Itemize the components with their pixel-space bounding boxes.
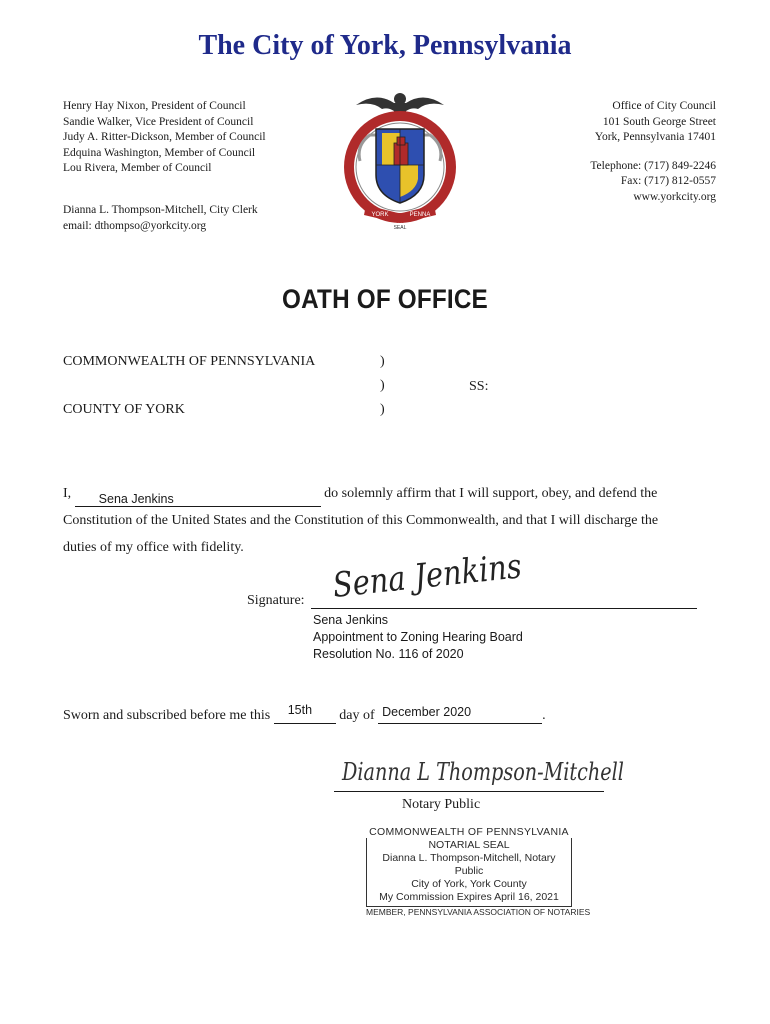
office-line: York, Pennsylvania 17401 xyxy=(594,131,716,143)
seal-line-6: MEMBER, PENNSYLVANIA ASSOCIATION OF NOTARIES xyxy=(366,907,591,917)
paren: ) xyxy=(380,402,385,417)
oath-name-field xyxy=(75,488,321,507)
website: www.yorkcity.org xyxy=(633,190,716,203)
notary-seal xyxy=(366,826,591,917)
fax: Fax: (717) 812-0557 xyxy=(620,175,716,187)
council-members xyxy=(63,99,266,177)
venue-state: COMMONWEALTH OF PENNSYLVANIA xyxy=(63,354,316,369)
notary-public-label: Notary Public xyxy=(402,797,481,812)
sworn-prefix: Sworn and subscribed before me this xyxy=(63,708,271,723)
clerk-email: email: dthompso@yorkcity.org xyxy=(63,219,207,232)
oath-line-2: Constitution of the United States and the Constitution of this Commonwealth, and that I will discharge the xyxy=(63,513,659,528)
office-line: Office of City Council xyxy=(612,100,716,112)
seal-text-right: PENNA xyxy=(409,212,431,218)
seal-text-bottom: SEAL xyxy=(393,225,407,231)
signer-appointment: Appointment to Zoning Hearing Board xyxy=(313,630,523,644)
sworn-line xyxy=(63,703,546,724)
sworn-month: December 2020 xyxy=(382,705,472,719)
oath-name: Sena Jenkins xyxy=(98,492,174,506)
oath-line-1: do solemnly affirm that I will support, obey, and defend the xyxy=(324,486,658,501)
notary-signature: Dianna L Thompson-Mitchell xyxy=(342,758,624,786)
seal-line-3: Dianna L. Thompson-Mitchell, Notary Public xyxy=(382,852,556,877)
sworn-mid: day of xyxy=(339,708,375,723)
city-seal-icon xyxy=(336,83,464,231)
council-member: Edquina Washington, Member of Council xyxy=(63,146,256,159)
council-member: Henry Hay Nixon, President of Council xyxy=(63,100,246,112)
telephone: Telephone: (717) 849-2246 xyxy=(590,159,716,172)
page-title: The City of York, Pennsylvania xyxy=(198,30,572,61)
seal-line-1: COMMONWEALTH OF PENNSYLVANIA xyxy=(369,826,569,838)
clerk-block xyxy=(63,203,258,234)
paren: ) xyxy=(380,378,385,393)
signer-resolution: Resolution No. 116 of 2020 xyxy=(313,647,464,661)
signature-label: Signature: xyxy=(247,593,305,608)
clerk-name: Dianna L. Thompson-Mitchell, City Clerk xyxy=(63,204,258,216)
council-member: Lou Rivera, Member of Council xyxy=(63,162,212,174)
council-member: Sandie Walker, Vice President of Council xyxy=(63,115,254,128)
sworn-day: 15th xyxy=(287,703,313,717)
signature-line xyxy=(311,608,697,609)
seal-text-left: YORK xyxy=(371,212,389,218)
paren: ) xyxy=(380,354,385,369)
oath-heading: OATH OF OFFICE xyxy=(282,284,488,314)
seal-line-2: NOTARIAL SEAL xyxy=(428,839,510,851)
signer-block xyxy=(313,612,523,663)
notary-signature-line xyxy=(334,791,604,792)
council-member: Judy A. Ritter-Dickson, Member of Council xyxy=(63,131,266,143)
seal-box-inner xyxy=(366,838,572,907)
venue-county: COUNTY OF YORK xyxy=(63,402,185,417)
oath-prefix: I, xyxy=(63,486,72,501)
ss-label: SS: xyxy=(469,379,489,394)
oath-paragraph xyxy=(63,480,703,561)
office-address xyxy=(590,99,716,205)
seal-line-4: City of York, York County xyxy=(411,878,527,890)
office-line: 101 South George Street xyxy=(602,115,716,128)
sworn-day-field xyxy=(274,703,336,724)
signer-name: Sena Jenkins xyxy=(313,613,389,627)
sworn-month-field xyxy=(378,707,542,724)
oath-line-3: duties of my office with fidelity. xyxy=(63,540,244,555)
sworn-end: . xyxy=(542,708,546,723)
signature-script: Sena Jenkins xyxy=(330,546,524,606)
seal-line-5: My Commission Expires April 16, 2021 xyxy=(379,891,559,903)
